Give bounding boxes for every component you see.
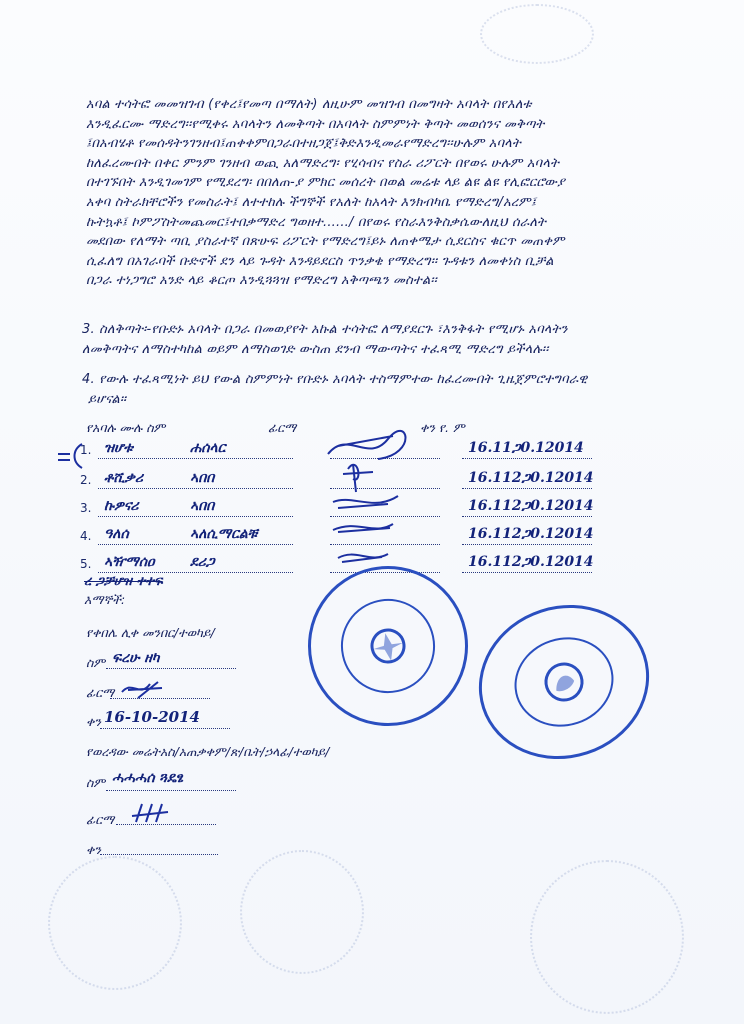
- kebele-stamp: [293, 551, 483, 741]
- receiver-sign-label: ፊርማ: [86, 685, 115, 700]
- date-underline: [462, 488, 592, 489]
- receiver-name-value: ፍረሁ ዘካ: [112, 650, 160, 666]
- text-line: እንዲፈርሙ ማድረግ፡፡የሚቀሩ አባላትን ለመቅጣት በአባላት ስምምነት ቅጣት መወሰንና መቅጣት: [86, 116, 545, 132]
- witness-label: እማኞች:: [84, 592, 126, 607]
- text-line: ኩትኳቶ፤ ኮምፖስትመጨመር፤ተበቃማድረ ግወዘተ....../ በየወሩ የስራእንቅስቃሴውለዚህ ሰራለት: [86, 214, 547, 230]
- name-underline: [98, 488, 293, 489]
- text-line: ይሆናል።: [88, 391, 127, 407]
- row-number: 4.: [80, 529, 92, 543]
- text-line: ሲፈለግ በአገራባች ቡድኖች ደን ላይ ጉዳት እንዳይደርስ ጥንቃቄ የማድረግ፡፡ ጉዳቱን ለመቀነስ ቢቻል: [86, 253, 554, 269]
- date-underline: [462, 458, 592, 459]
- office-signature: [128, 800, 178, 826]
- member-first-name: ዝሆቱ: [104, 440, 133, 456]
- office-date-label: ቀን: [86, 842, 101, 857]
- ghost-stamp-bottom-left: [48, 856, 182, 990]
- receiver-title: የቀበሌ ሊቀ መንበር/ተወካይ/: [86, 625, 215, 640]
- member-last-name: ሐሰላር: [190, 440, 226, 456]
- member-last-name: ደሪጋ: [190, 554, 215, 570]
- member-date: 16.112ጋ0.12014: [468, 554, 594, 570]
- member-last-name: ኣበበ: [190, 470, 215, 486]
- member-date: 16.11ጋ0.12014: [468, 440, 584, 456]
- row-number: 5.: [80, 557, 92, 571]
- office-sign-underline: [116, 824, 216, 825]
- header-date: ቀን የ. ም: [420, 420, 465, 435]
- paragraph-main: [86, 95, 662, 291]
- item-3-penalty: [82, 320, 658, 359]
- date-underline: [462, 544, 592, 545]
- office-name-value: ሓሓሓሰ ጓዴፄ: [112, 770, 183, 786]
- office-date-underline: [100, 854, 218, 855]
- text-line: በተገኙበት እንዲገመገም የሚደረግ፡ በበለጠ-ያ ምክር መሰረት በወል መሬቱ ላይ ልዩ ልዩ የሊፎርሮውያ: [86, 175, 566, 191]
- member-last-name: ኣበበ: [190, 498, 215, 514]
- member-date: 16.112ጋ0.12014: [468, 498, 594, 514]
- woreda-stamp: [459, 583, 670, 781]
- stamp-emblem-icon: [333, 591, 444, 702]
- witness-names: ረ ጋቻሆዝ ተተፍ: [84, 574, 163, 589]
- receiver-name-underline: [106, 668, 236, 669]
- member-first-name: ኩዎናሪ: [104, 498, 139, 514]
- item-4-validity: [82, 370, 658, 409]
- row-number: 1.: [80, 443, 92, 457]
- text-line: ፤በአብሄቶ የመሰዳትንገንዘብ፤ጠቀቀምበጋራበተዘጋጀ፤ቅድእንዲመራየማድረግ፡፡ሁሉም አባላት: [86, 136, 521, 152]
- name-underline: [98, 544, 293, 545]
- ghost-stamp-bottom-mid: [240, 850, 364, 974]
- row-number: 3.: [80, 501, 92, 515]
- receiver-date-label: ቀን: [86, 714, 101, 729]
- name-underline: [98, 572, 293, 573]
- office-name-label: ስም: [86, 775, 106, 790]
- member-first-name: ኣዥማሰዐ: [104, 554, 155, 570]
- office-title: የወረዳው መሬትአስ/አጠቃቀም/ጽ/ቤት/ኃላፊ/ተወካይ/: [86, 744, 330, 759]
- date-underline: [462, 516, 592, 517]
- member-last-name: ኣለሲማርልቹ: [190, 526, 258, 542]
- member-date: 16.112ጋ0.12014: [468, 526, 594, 542]
- row-number: 2.: [80, 473, 92, 487]
- receiver-date-value: 16-10-2014: [104, 708, 200, 726]
- receiver-date-underline: [100, 728, 230, 729]
- header-signature: ፊርማ: [268, 420, 297, 435]
- name-underline: [98, 458, 293, 459]
- ghost-stamp-top-right: [480, 4, 594, 64]
- stamp-emblem-icon: [503, 624, 626, 739]
- name-underline: [98, 516, 293, 517]
- text-line: 4. የውሉ ተፈጻሚነት ይህ የውል ስምምነት የቡድኑ አባላት ተስማምተው ከፈረሙበት ጊዜጀምሮተግባራዊ: [82, 372, 588, 387]
- office-sign-label: ፊርማ: [86, 812, 115, 827]
- member-signatures: [318, 424, 458, 574]
- member-date: 16.112ጋ0.12014: [468, 470, 594, 486]
- receiver-sign-underline: [110, 698, 210, 699]
- header-member-name: የአባሉ ሙሉ ስም: [86, 420, 166, 435]
- member-first-name: ዓለሰ: [104, 526, 129, 542]
- text-line: መደበው የለማት ጣቢ ያስራተኛ በጽሁፍ ሪፖርት የማድረግ፤ይኑ ለጠቀሜታ ሲደርስና ቁርጥ መጠቀም: [86, 234, 565, 250]
- text-line: ከለፈረሙበት በቀር ምንም ገንዘብ ወጪ አለማድረግ፡ የሂሳብና የስራ ሪፖርት በየወሩ ሁሉም አባላት: [86, 155, 560, 171]
- text-line: 3. ስለቅጣት፡-የቡድኑ አባላት በጋራ በመወያየት አኩል ተሳትፎ ለማያደርጉ ፣እንቅፋት የሚሆኑ አባላትን: [82, 322, 568, 337]
- text-line: ለመቅጣትና ለማስተካከል ወይም ለማስወገድ ውስጠ ደንብ ማውጣትና ተፈጻሚ ማድረግ ይችላሉ፡፡: [82, 341, 549, 357]
- date-underline: [462, 572, 592, 573]
- text-line: በጋራ ተነጋግሮ አንድ ላይ ቆርጦ እንዲጓጓዝ የማድረግ አቅጣጫን መስተል፡፡: [86, 273, 437, 289]
- ghost-stamp-bottom-right: [530, 860, 684, 1014]
- receiver-name-label: ስም: [86, 655, 106, 670]
- text-line: አባል ተሳትፎ መመዝገብ (የቀረ፤የመጣ በማለት) ለዚሁም መዝገብ በመግዛት አባላት በየእለቱ: [86, 97, 532, 112]
- text-line: አቀባ ስትራክቸሮችን የመስራት፤ ለተተከሉ ችግኞች የአለት ከአላት እንክብካቤ የማድረግ/አረም፤: [86, 194, 537, 210]
- office-name-underline: [106, 790, 236, 791]
- member-first-name: ቶሺቃሪ: [104, 470, 144, 486]
- margin-mark: [52, 440, 92, 470]
